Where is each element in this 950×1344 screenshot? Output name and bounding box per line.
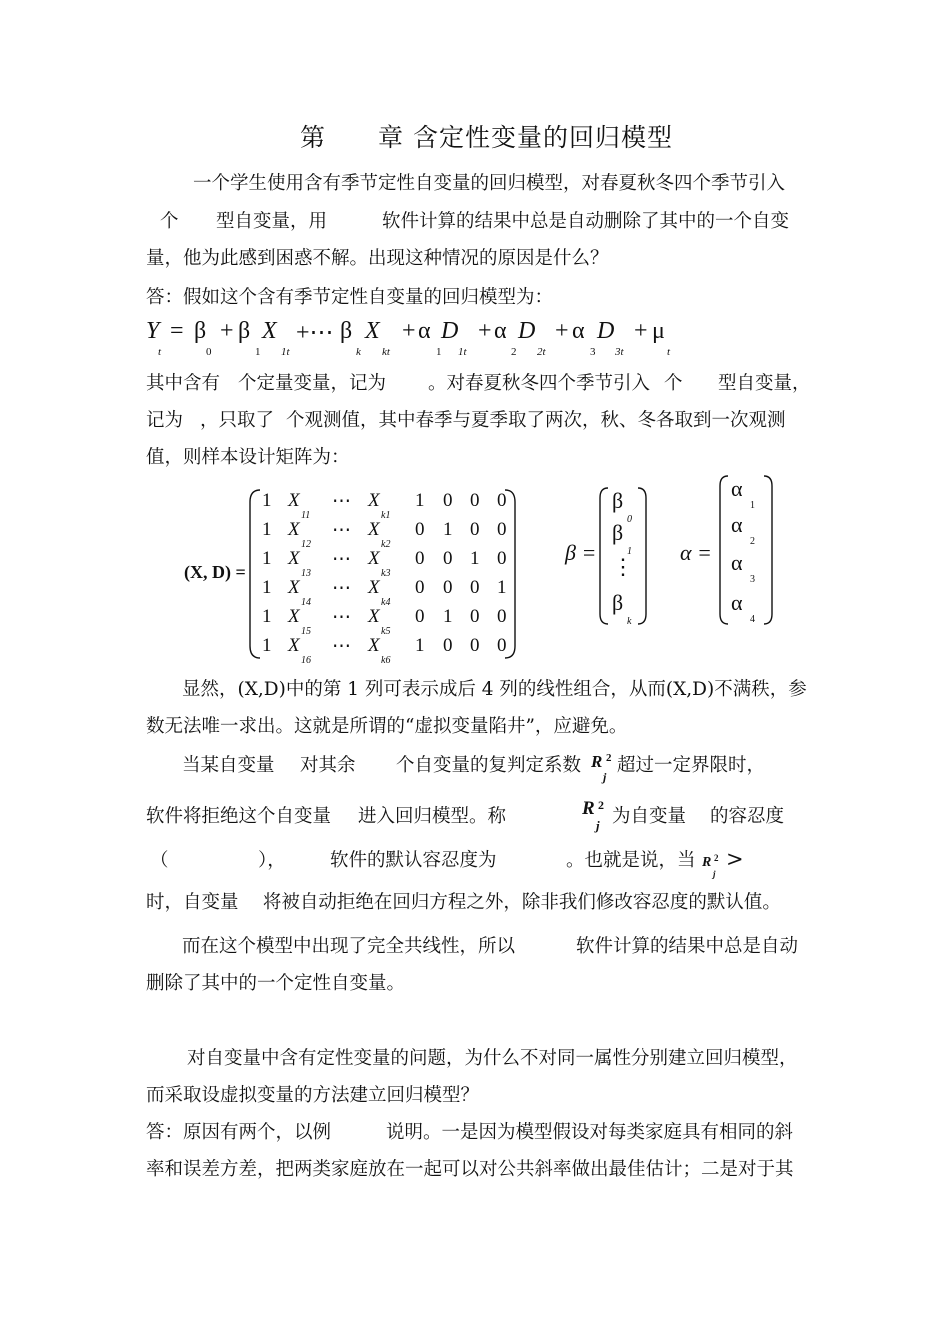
p4-l2: 删除了其中的一个定性自变量。 xyxy=(146,973,406,994)
q1-line1: 一个学生使用含有季节定性自变量的回归模型，对春夏秋冬四个季节引入 xyxy=(193,173,786,194)
matrix-cell-one: 1 xyxy=(262,635,272,656)
matrix-cell-x-sub: 11 xyxy=(301,510,311,521)
matrix-cell-x-sub: 16 xyxy=(301,655,311,666)
r2-exp-1: 2 xyxy=(606,752,612,764)
matrix-cell-dummy: 0 xyxy=(497,635,507,656)
matrix-cell-xk-sub: k6 xyxy=(381,655,391,666)
beta-vector-sub: 0 xyxy=(627,514,632,525)
matrix-cell-x: X xyxy=(288,519,300,540)
r2-symbol-1: R xyxy=(591,752,603,771)
eq-alpha2: α xyxy=(494,318,507,344)
eq-sub-k: k xyxy=(356,346,361,358)
r2-sub-3: j xyxy=(713,869,716,879)
p3-l3a: （ xyxy=(150,850,169,871)
after-eq-1b: 个定量变量，记为 xyxy=(238,373,387,394)
eq-alpha1: α xyxy=(418,318,431,344)
eq-beta1: β xyxy=(238,318,251,344)
eq-sub-a1: 1 xyxy=(436,346,442,358)
p4-l1b: 软件计算的结果中总是自动 xyxy=(576,936,799,957)
eq-equals: = xyxy=(170,318,184,344)
page-title: 第 章 含定性变量的回归模型 xyxy=(300,123,673,152)
after-eq-1a: 其中含有 xyxy=(146,373,221,394)
beta-vector-sub: k xyxy=(627,616,632,627)
alpha-vector-sub: 1 xyxy=(750,500,755,511)
matrix-cell-dummy: 0 xyxy=(443,635,453,656)
eq-sub-d2t: 2t xyxy=(537,346,546,358)
matrix-cell-dummy: 0 xyxy=(497,548,507,569)
matrix-cell-cdots: ⋯ xyxy=(332,549,351,570)
beta-left-bracket xyxy=(598,486,610,626)
matrix-cell-cdots: ⋯ xyxy=(332,520,351,541)
matrix-cell-one: 1 xyxy=(262,548,272,569)
matrix-cell-xk-sub: k3 xyxy=(381,568,391,579)
eq-X1: X xyxy=(262,318,277,344)
matrix-cell-dummy: 0 xyxy=(470,490,480,511)
matrix-cell-dummy: 0 xyxy=(443,577,453,598)
q2-l2: 而采取设虚拟变量的方法建立回归模型？ xyxy=(146,1085,480,1106)
alpha-vector-entry: α xyxy=(731,512,743,537)
eq-sub-0: 0 xyxy=(206,346,212,358)
matrix-cell-dummy: 1 xyxy=(497,577,507,598)
eq-dots: +⋯ xyxy=(296,320,334,346)
eq-sub-mu-t: t xyxy=(667,346,671,358)
eq-sub-a2: 2 xyxy=(511,346,517,358)
alpha-vector-entry: α xyxy=(731,550,743,575)
beta-right-bracket xyxy=(636,486,648,626)
alpha-vector-sub: 3 xyxy=(750,574,755,585)
p4-l1a: 而在这个模型中出现了完全共线性，所以 xyxy=(182,936,516,957)
matrix-cell-x: X xyxy=(288,635,300,656)
p3-l3d: 。也就是说，当 xyxy=(566,850,696,871)
matrix-cell-dummy: 0 xyxy=(497,490,507,511)
matrix-cell-dummy: 0 xyxy=(497,519,507,540)
eq-sub-kt: kt xyxy=(382,346,390,358)
matrix-cell-dummy: 0 xyxy=(470,635,480,656)
p3-l1a: 当某自变量 xyxy=(182,755,275,776)
matrix-cell-x-sub: 14 xyxy=(301,597,311,608)
matrix-cell-x-sub: 13 xyxy=(301,568,311,579)
eq-sub-a3: 3 xyxy=(590,346,596,358)
matrix-cell-one: 1 xyxy=(262,490,272,511)
matrix-cell-dummy: 0 xyxy=(470,577,480,598)
beta-vector-sub: 1 xyxy=(627,546,632,557)
eq-mu: μ xyxy=(652,318,665,344)
matrix-cell-cdots: ⋯ xyxy=(332,491,351,512)
eq-Y: Y xyxy=(146,318,160,344)
alpha-vector-entry: α xyxy=(731,476,743,501)
alpha-right-bracket xyxy=(762,474,774,626)
p3-l1c: 个自变量的复判定系数 xyxy=(396,755,582,776)
q2-l4: 率和误差方差，把两类家庭放在一起可以对公共斜率做出最佳估计；二是对于其 xyxy=(146,1159,794,1180)
alpha-vector-sub: 2 xyxy=(750,536,755,547)
matrix-cell-xk-sub: k1 xyxy=(381,510,391,521)
beta-vector-entry: β xyxy=(612,590,624,615)
matrix-cell-dummy: 1 xyxy=(415,490,425,511)
eq-beta0: β xyxy=(194,318,207,344)
eq-sub-1t: 1t xyxy=(281,346,290,358)
q2-l1: 对自变量中含有定性变量的问题，为什么不对同一属性分别建立回归模型， xyxy=(187,1048,798,1069)
beta-vector-label: β = xyxy=(565,540,597,565)
matrix-cell-xk-sub: k4 xyxy=(381,597,391,608)
matrix-cell-dummy: 1 xyxy=(443,606,453,627)
matrix-cell-x-sub: 15 xyxy=(301,626,311,637)
alpha-left-bracket xyxy=(718,474,730,626)
eq-betak: β xyxy=(340,318,353,344)
p3-l3e: > xyxy=(726,847,744,871)
matrix-cell-dummy: 0 xyxy=(415,519,425,540)
eq-plus1: + xyxy=(220,318,234,344)
after-eq-1e: 型自变量， xyxy=(718,373,811,394)
p3-l4: 时，自变量 将被自动拒绝在回归方程之外，除非我们修改容忍度的默认值。 xyxy=(146,892,781,913)
p3-l1b: 对其余 xyxy=(300,755,356,776)
matrix-cell-dummy: 0 xyxy=(443,490,453,511)
r2-exp-3: 2 xyxy=(714,853,719,863)
eq-sub-d1t: 1t xyxy=(458,346,467,358)
eq-sub-d3t: 3t xyxy=(615,346,624,358)
matrix-cell-xk: X xyxy=(368,519,380,540)
alpha-vector-label: α = xyxy=(680,540,712,565)
matrix-cell-dummy: 0 xyxy=(415,577,425,598)
matrix-label: (X, D) = xyxy=(184,562,246,582)
eq-Xk: X xyxy=(365,318,380,344)
matrix-cell-cdots: ⋯ xyxy=(332,578,351,599)
eq-alpha3: α xyxy=(572,318,585,344)
matrix-cell-cdots: ⋯ xyxy=(332,636,351,657)
matrix-cell-xk-sub: k5 xyxy=(381,626,391,637)
p3-l2b: 进入回归模型。称 xyxy=(358,806,507,827)
beta-vector-entry: β xyxy=(612,520,624,545)
matrix-cell-dummy: 1 xyxy=(415,635,425,656)
beta-vector-entry: β xyxy=(612,488,624,513)
matrix-cell-dummy: 1 xyxy=(470,548,480,569)
matrix-cell-xk: X xyxy=(368,577,380,598)
matrix-cell-one: 1 xyxy=(262,606,272,627)
eq-plus3: + xyxy=(478,318,492,344)
q1-line2c: 软件计算的结果中总是自动删除了其中的一个自变 xyxy=(382,211,790,232)
matrix-cell-x: X xyxy=(288,606,300,627)
p3-l3c: 软件的默认容忍度为 xyxy=(330,850,497,871)
after-eq-1c: 。对春夏秋冬四个季节引入 xyxy=(428,373,651,394)
eq-D1: D xyxy=(441,318,459,344)
alpha-vector-sub: 4 xyxy=(750,614,755,625)
after-eq-3: 值，则样本设计矩阵为： xyxy=(146,447,350,468)
p3-l1d: 超过一定界限时， xyxy=(617,755,766,776)
eq-plus4: + xyxy=(555,318,569,344)
matrix-cell-dummy: 0 xyxy=(415,548,425,569)
matrix-left-bracket xyxy=(248,488,262,660)
matrix-cell-x-sub: 12 xyxy=(301,539,311,550)
p2-line2: 数无法唯一求出。这就是所谓的“虚拟变量陷井”，应避免。 xyxy=(146,716,628,737)
matrix-cell-dummy: 0 xyxy=(415,606,425,627)
eq-plus2: + xyxy=(402,318,416,344)
matrix-cell-xk: X xyxy=(368,490,380,511)
p2-line1: 显然，(X,D)中的第 1 列可表示成后 4 列的线性组合，从而(X,D)不满秩，参 xyxy=(182,679,807,700)
matrix-cell-x: X xyxy=(288,548,300,569)
eq-sub-1: 1 xyxy=(255,346,261,358)
after-eq-1d: 个 xyxy=(664,373,683,394)
r2-sub-2: j xyxy=(596,818,600,833)
matrix-cell-dummy: 1 xyxy=(443,519,453,540)
q2-l3b: 说明。一是因为模型假设对每类家庭具有相同的斜 xyxy=(386,1122,794,1143)
p3-l2d: 的容忍度 xyxy=(710,806,785,827)
matrix-cell-x: X xyxy=(288,577,300,598)
eq-plus5: + xyxy=(634,318,648,344)
beta-vector-entry: ⋮ xyxy=(612,554,634,579)
matrix-cell-xk: X xyxy=(368,606,380,627)
q2-l3a: 答：原因有两个，以例 xyxy=(146,1122,332,1143)
eq-sub-t: t xyxy=(158,346,162,358)
p3-l2a: 软件将拒绝这个自变量 xyxy=(146,806,332,827)
q1-answer-intro: 答：假如这个含有季节定性自变量的回归模型为： xyxy=(146,287,554,308)
q1-line2a: 个 xyxy=(160,211,179,232)
p3-l2c: 为自变量 xyxy=(612,806,687,827)
alpha-vector-entry: α xyxy=(731,590,743,615)
after-eq-2a: 记为 xyxy=(146,410,184,431)
matrix-cell-one: 1 xyxy=(262,519,272,540)
matrix-cell-xk: X xyxy=(368,635,380,656)
matrix-cell-dummy: 0 xyxy=(470,519,480,540)
after-eq-2c: 个观测值，其中春季与夏季取了两次，秋、冬各取到一次观测 xyxy=(286,410,786,431)
matrix-cell-xk-sub: k2 xyxy=(381,539,391,550)
matrix-cell-cdots: ⋯ xyxy=(332,607,351,628)
r2-sub-1: j xyxy=(603,770,607,784)
r2-symbol-3: R xyxy=(702,855,712,870)
matrix-cell-one: 1 xyxy=(262,577,272,598)
r2-exp-2: 2 xyxy=(598,798,604,812)
q1-line2b: 型自变量，用 xyxy=(216,211,328,232)
eq-D2: D xyxy=(518,318,536,344)
p3-l3b: ）， xyxy=(258,850,286,871)
q1-line3: 量，他为此感到困惑不解。出现这种情况的原因是什么？ xyxy=(146,248,609,269)
matrix-cell-xk: X xyxy=(368,548,380,569)
matrix-cell-dummy: 0 xyxy=(443,548,453,569)
after-eq-2b: ，只取了 xyxy=(200,410,275,431)
matrix-cell-dummy: 0 xyxy=(497,606,507,627)
r2-symbol-2: R xyxy=(582,798,595,819)
matrix-cell-dummy: 0 xyxy=(470,606,480,627)
eq-D3: D xyxy=(597,318,615,344)
matrix-cell-x: X xyxy=(288,490,300,511)
